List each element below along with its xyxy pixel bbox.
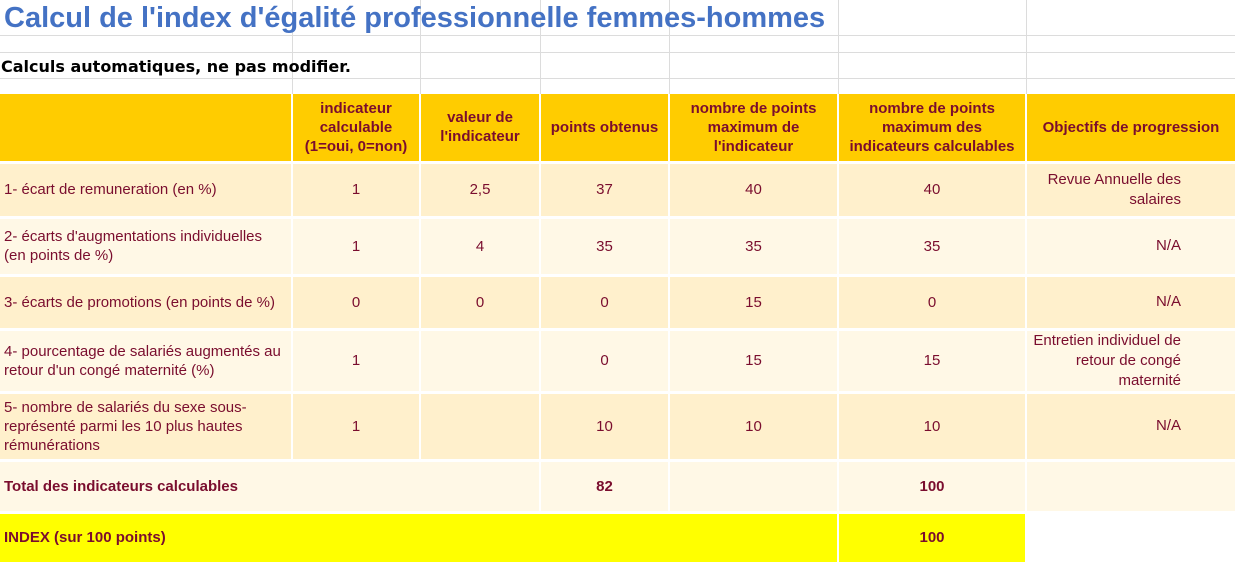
- cell-points[interactable]: 35: [540, 217, 669, 275]
- row-label[interactable]: 5- nombre de salariés du sexe sous-représenté parmi les 10 plus hautes rémunérations: [0, 392, 292, 460]
- header-max-indicateur[interactable]: nombre de points maximum de l'indicateur: [669, 94, 838, 162]
- table-row: [0, 162, 1235, 217]
- index-empty-cell[interactable]: [1026, 512, 1235, 562]
- cell-max-calculables[interactable]: 40: [838, 162, 1026, 217]
- header-points[interactable]: points obtenus: [540, 94, 669, 162]
- header-objectifs[interactable]: Objectifs de progression: [1026, 94, 1235, 162]
- page-subtitle: Calculs automatiques, ne pas modifier.: [1, 57, 351, 76]
- cell-max-indicateur[interactable]: 40: [669, 162, 838, 217]
- table-header-row: [0, 94, 1235, 162]
- cell-max-indicateur[interactable]: 10: [669, 392, 838, 460]
- header-label[interactable]: [0, 94, 292, 162]
- cell-calculable[interactable]: 1: [292, 392, 420, 460]
- page-title: Calcul de l'index d'égalité professionnelle femmes-hommes: [4, 2, 826, 34]
- cell-points[interactable]: 10: [540, 392, 669, 460]
- row-label[interactable]: 3- écarts de promotions (en points de %): [0, 275, 292, 329]
- total-label[interactable]: Total des indicateurs calculables: [0, 460, 540, 512]
- cell-points[interactable]: 0: [540, 329, 669, 392]
- cell-max-calculables[interactable]: 15: [838, 329, 1026, 392]
- cell-objectifs[interactable]: N/A: [1026, 275, 1235, 329]
- cell-max-indicateur[interactable]: 15: [669, 329, 838, 392]
- cell-objectifs[interactable]: Entretien individuel de retour de congé maternité: [1026, 329, 1235, 392]
- total-row: [0, 460, 1235, 512]
- index-value[interactable]: 100: [838, 512, 1026, 562]
- cell-valeur[interactable]: [420, 392, 540, 460]
- cell-valeur[interactable]: 0: [420, 275, 540, 329]
- table-row: [0, 329, 1235, 392]
- cell-calculable[interactable]: 1: [292, 217, 420, 275]
- table-row: [0, 392, 1235, 460]
- index-row: [0, 512, 1235, 562]
- row-label[interactable]: 1- écart de remuneration (en %): [0, 162, 292, 217]
- row-label[interactable]: 2- écarts d'augmentations individuelles (en points de %): [0, 217, 292, 275]
- cell-valeur[interactable]: 4: [420, 217, 540, 275]
- cell-objectifs[interactable]: Revue Annuelle des salaires: [1026, 162, 1235, 217]
- table-row: [0, 217, 1235, 275]
- cell-calculable[interactable]: 1: [292, 329, 420, 392]
- cell-calculable[interactable]: 0: [292, 275, 420, 329]
- total-max-calculables[interactable]: 100: [838, 460, 1026, 512]
- cell-max-indicateur[interactable]: 35: [669, 217, 838, 275]
- table-row: [0, 275, 1235, 329]
- header-max-calculables[interactable]: nombre de points maximum des indicateurs calculables: [838, 94, 1026, 162]
- cell-calculable[interactable]: 1: [292, 162, 420, 217]
- cell-points[interactable]: 0: [540, 275, 669, 329]
- cell-max-indicateur[interactable]: 15: [669, 275, 838, 329]
- cell-objectifs[interactable]: N/A: [1026, 217, 1235, 275]
- header-valeur[interactable]: valeur de l'indicateur: [420, 94, 540, 162]
- total-empty-cell[interactable]: [669, 460, 838, 512]
- cell-objectifs[interactable]: N/A: [1026, 392, 1235, 460]
- total-points[interactable]: 82: [540, 460, 669, 512]
- index-label[interactable]: INDEX (sur 100 points): [0, 512, 838, 562]
- row-label[interactable]: 4- pourcentage de salariés augmentés au retour d'un congé maternité (%): [0, 329, 292, 392]
- cell-max-calculables[interactable]: 35: [838, 217, 1026, 275]
- total-empty-objectifs[interactable]: [1026, 460, 1235, 512]
- header-calculable[interactable]: indicateur calculable (1=oui, 0=non): [292, 94, 420, 162]
- index-table: [0, 94, 1235, 562]
- cell-max-calculables[interactable]: 0: [838, 275, 1026, 329]
- cell-points[interactable]: 37: [540, 162, 669, 217]
- cell-valeur[interactable]: 2,5: [420, 162, 540, 217]
- cell-max-calculables[interactable]: 10: [838, 392, 1026, 460]
- cell-valeur[interactable]: [420, 329, 540, 392]
